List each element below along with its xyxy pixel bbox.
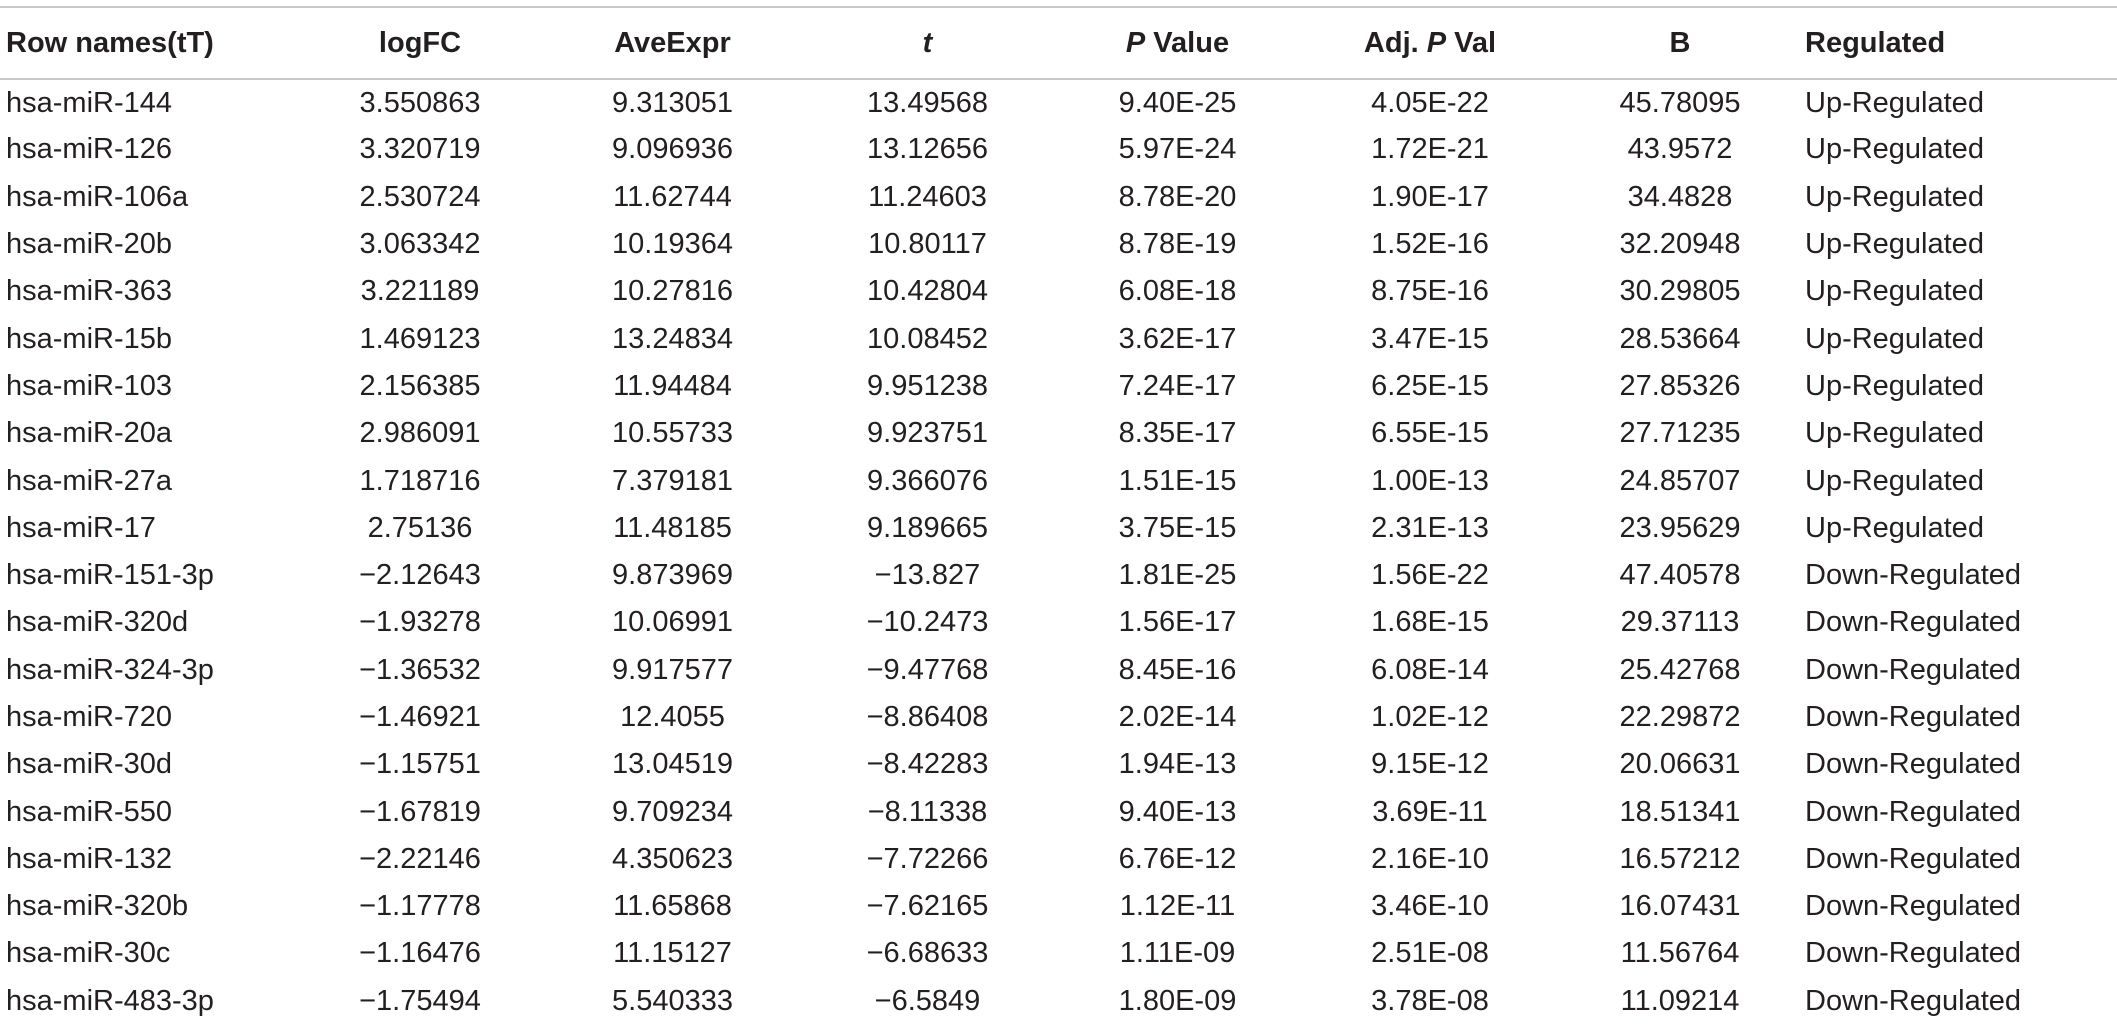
- header-logfc: [300, 7, 540, 79]
- cell-row-names: hsa-miR-550: [6, 795, 172, 828]
- cell-logfc: −1.36532: [359, 653, 481, 686]
- cell-adj-p-val: 1.68E-15: [1371, 606, 1489, 639]
- cell-adj-p-val: 1.90E-17: [1371, 180, 1489, 213]
- cell-regulated: Up-Regulated: [1805, 417, 1984, 450]
- header-row-names: [0, 7, 300, 79]
- cell-row-names: hsa-miR-30d: [6, 748, 172, 781]
- table-row: [0, 741, 2117, 788]
- cell-logfc: 3.550863: [359, 86, 481, 119]
- cell-logfc: 3.221189: [360, 275, 480, 308]
- header-text: Row names(tT): [6, 26, 214, 59]
- cell-row-names: hsa-miR-320d: [6, 606, 189, 639]
- cell-logfc: 2.75136: [367, 511, 473, 544]
- cell-regulated: Down-Regulated: [1805, 984, 2022, 1017]
- cell-logfc: 2.156385: [359, 369, 481, 402]
- cell-row-names: hsa-miR-144: [6, 86, 172, 119]
- cell-aveexpr: 9.709234: [612, 795, 733, 828]
- cell-t: 9.923751: [867, 417, 988, 450]
- cell-regulated: Up-Regulated: [1805, 86, 1984, 119]
- cell-t: 9.366076: [867, 464, 988, 497]
- cell-p-value: 3.75E-15: [1118, 511, 1237, 544]
- cell-aveexpr: 11.15127: [613, 937, 732, 970]
- cell-regulated: Down-Regulated: [1805, 890, 2022, 923]
- cell-b: 20.06631: [1619, 748, 1741, 781]
- table-row: [0, 883, 2117, 930]
- table-body: [0, 79, 2117, 1025]
- cell-p-value: 1.81E-25: [1118, 559, 1237, 592]
- cell-aveexpr: 5.540333: [612, 984, 733, 1017]
- cell-p-value: 5.97E-24: [1118, 133, 1237, 166]
- header-b: [1555, 7, 1805, 79]
- cell-adj-p-val: 3.69E-11: [1372, 795, 1488, 828]
- cell-regulated: Down-Regulated: [1805, 795, 2022, 828]
- header-adj-p-val: [1305, 7, 1555, 79]
- cell-regulated: Down-Regulated: [1805, 559, 2022, 592]
- cell-regulated: Up-Regulated: [1805, 464, 1984, 497]
- cell-row-names: hsa-miR-126: [6, 133, 172, 166]
- cell-t: 13.12656: [867, 133, 988, 166]
- cell-b: 24.85707: [1619, 464, 1741, 497]
- cell-p-value: 8.45E-16: [1118, 653, 1237, 686]
- cell-t: −8.86408: [866, 701, 989, 733]
- cell-p-value: 1.56E-17: [1118, 606, 1237, 639]
- table-row: [0, 363, 2117, 410]
- cell-t: 10.08452: [867, 322, 988, 355]
- cell-aveexpr: 11.48185: [613, 511, 732, 544]
- cell-b: 16.57212: [1619, 842, 1741, 875]
- cell-b: 27.85326: [1619, 369, 1741, 402]
- table-row: [0, 647, 2117, 694]
- cell-regulated: Down-Regulated: [1805, 937, 2022, 970]
- cell-regulated: Down-Regulated: [1805, 748, 2022, 781]
- cell-aveexpr: 4.350623: [612, 842, 733, 875]
- cell-p-value: 2.02E-14: [1118, 701, 1237, 733]
- cell-aveexpr: 12.4055: [620, 701, 725, 733]
- cell-p-value: 3.62E-17: [1118, 322, 1237, 355]
- cell-row-names: hsa-miR-363: [6, 275, 172, 308]
- cell-aveexpr: 9.917577: [612, 653, 733, 686]
- header-text: Regulated: [1805, 26, 1946, 59]
- cell-logfc: −1.75494: [359, 984, 481, 1017]
- cell-adj-p-val: 2.16E-10: [1371, 842, 1489, 875]
- header-aveexpr: [540, 7, 805, 79]
- cell-row-names: hsa-miR-132: [6, 842, 172, 875]
- cell-p-value: 1.12E-11: [1119, 890, 1236, 923]
- cell-aveexpr: 10.06991: [612, 606, 733, 639]
- cell-p-value: 6.76E-12: [1118, 842, 1237, 875]
- cell-regulated: Up-Regulated: [1805, 180, 1984, 213]
- cell-row-names: hsa-miR-320b: [6, 890, 189, 923]
- cell-b: 32.20948: [1619, 228, 1741, 261]
- cell-t: 10.42804: [867, 275, 988, 308]
- cell-aveexpr: 13.24834: [612, 322, 733, 355]
- cell-b: 30.29805: [1619, 275, 1741, 308]
- header-text: logFC: [378, 26, 462, 59]
- cell-regulated: Up-Regulated: [1805, 511, 1984, 544]
- table-row: [0, 221, 2117, 268]
- header-t: [805, 7, 1050, 79]
- cell-adj-p-val: 8.75E-16: [1371, 275, 1489, 308]
- table-row: [0, 126, 2117, 173]
- header-italic-text: t: [922, 26, 933, 59]
- header-text-suffix: Val: [1446, 26, 1497, 59]
- cell-aveexpr: 11.65868: [613, 890, 732, 923]
- cell-row-names: hsa-miR-106a: [6, 180, 189, 213]
- cell-b: 11.56764: [1620, 937, 1740, 970]
- cell-adj-p-val: 1.72E-21: [1371, 133, 1489, 166]
- cell-t: −9.47768: [866, 653, 989, 686]
- header-text: Adj.: [1363, 26, 1427, 59]
- cell-aveexpr: 9.873969: [612, 559, 733, 592]
- cell-logfc: 3.320719: [359, 133, 481, 166]
- cell-b: 11.09214: [1620, 984, 1740, 1017]
- cell-regulated: Down-Regulated: [1805, 653, 2022, 686]
- cell-p-value: 1.94E-13: [1118, 748, 1237, 781]
- cell-regulated: Down-Regulated: [1805, 701, 2022, 733]
- cell-logfc: −1.16476: [359, 937, 481, 970]
- table-row: [0, 599, 2117, 646]
- cell-t: −7.72266: [866, 842, 989, 875]
- cell-t: −8.11338: [867, 795, 988, 828]
- cell-adj-p-val: 1.56E-22: [1371, 559, 1489, 592]
- cell-logfc: −1.46921: [359, 701, 481, 733]
- cell-t: 11.24603: [868, 180, 987, 213]
- cell-t: −6.68633: [866, 937, 989, 970]
- cell-p-value: 7.24E-17: [1118, 369, 1237, 402]
- header-text-suffix: Value: [1145, 26, 1230, 59]
- cell-adj-p-val: 6.55E-15: [1371, 417, 1489, 450]
- cell-aveexpr: 9.313051: [612, 86, 733, 119]
- cell-row-names: hsa-miR-30c: [6, 937, 171, 970]
- cell-adj-p-val: 3.47E-15: [1371, 322, 1489, 355]
- cell-t: −7.62165: [866, 890, 989, 923]
- cell-b: 18.51341: [1619, 795, 1741, 828]
- table-row: [0, 788, 2117, 835]
- cell-p-value: 1.51E-15: [1118, 464, 1237, 497]
- cell-aveexpr: 11.94484: [613, 369, 732, 402]
- cell-p-value: 8.78E-19: [1118, 228, 1237, 261]
- cell-logfc: 3.063342: [359, 228, 481, 261]
- cell-aveexpr: 7.379181: [612, 464, 733, 497]
- cell-p-value: 1.80E-09: [1118, 984, 1237, 1017]
- cell-p-value: 9.40E-13: [1118, 795, 1237, 828]
- header-text: B: [1669, 26, 1691, 59]
- table-row: [0, 174, 2117, 221]
- table-row: [0, 315, 2117, 362]
- cell-p-value: 1.11E-09: [1119, 937, 1236, 970]
- cell-row-names: hsa-miR-15b: [6, 322, 172, 355]
- cell-aveexpr: 11.62744: [613, 180, 732, 213]
- cell-t: 9.951238: [867, 369, 988, 402]
- cell-logfc: 1.718716: [359, 464, 481, 497]
- table-row: [0, 978, 2117, 1025]
- header-italic-text: P: [1125, 26, 1146, 59]
- cell-t: 10.80117: [868, 228, 987, 261]
- table-row: [0, 410, 2117, 457]
- cell-logfc: −1.17778: [359, 890, 481, 923]
- cell-b: 34.4828: [1627, 180, 1733, 213]
- cell-b: 29.37113: [1620, 606, 1740, 639]
- table-row: [0, 268, 2117, 315]
- cell-row-names: hsa-miR-17: [6, 511, 156, 544]
- cell-logfc: 2.986091: [359, 417, 481, 450]
- table-row: [0, 694, 2117, 741]
- cell-t: −6.5849: [874, 984, 981, 1017]
- cell-p-value: 8.35E-17: [1118, 417, 1237, 450]
- cell-t: 13.49568: [867, 86, 988, 119]
- cell-row-names: hsa-miR-483-3p: [6, 984, 214, 1017]
- cell-p-value: 8.78E-20: [1118, 180, 1237, 213]
- cell-b: 23.95629: [1619, 511, 1741, 544]
- table-row: [0, 552, 2117, 599]
- cell-b: 47.40578: [1619, 559, 1741, 592]
- header-italic-text: P: [1426, 26, 1447, 59]
- cell-b: 45.78095: [1619, 86, 1741, 119]
- cell-logfc: −1.93278: [359, 606, 481, 639]
- cell-t: −13.827: [874, 559, 981, 592]
- cell-logfc: 1.469123: [359, 322, 481, 355]
- table-row: [0, 505, 2117, 552]
- cell-adj-p-val: 6.08E-14: [1371, 653, 1489, 686]
- cell-row-names: hsa-miR-27a: [6, 464, 172, 497]
- cell-regulated: Up-Regulated: [1805, 275, 1984, 308]
- cell-aveexpr: 10.55733: [612, 417, 733, 450]
- table-row: [0, 457, 2117, 504]
- cell-b: 43.9572: [1627, 133, 1733, 166]
- cell-logfc: −2.12643: [359, 559, 481, 592]
- cell-regulated: Up-Regulated: [1805, 228, 1984, 261]
- table-row: [0, 930, 2117, 977]
- header-text: AveExpr: [614, 26, 731, 59]
- cell-logfc: −2.22146: [359, 842, 481, 875]
- table-header: [0, 7, 2117, 79]
- mirna-table: [0, 6, 2117, 1025]
- cell-row-names: hsa-miR-720: [6, 701, 172, 733]
- cell-adj-p-val: 1.52E-16: [1371, 228, 1489, 261]
- cell-row-names: hsa-miR-324-3p: [6, 653, 214, 686]
- cell-b: 28.53664: [1619, 322, 1741, 355]
- cell-regulated: Up-Regulated: [1805, 369, 1984, 402]
- cell-b: 16.07431: [1619, 890, 1741, 923]
- cell-aveexpr: 10.27816: [612, 275, 733, 308]
- cell-adj-p-val: 1.00E-13: [1371, 464, 1489, 497]
- cell-t: −10.2473: [866, 606, 989, 639]
- cell-b: 25.42768: [1619, 653, 1741, 686]
- cell-adj-p-val: 3.78E-08: [1371, 984, 1489, 1017]
- cell-row-names: hsa-miR-103: [6, 369, 172, 402]
- table-row: [0, 836, 2117, 883]
- cell-adj-p-val: 1.02E-12: [1371, 701, 1489, 733]
- cell-aveexpr: 13.04519: [612, 748, 733, 781]
- cell-row-names: hsa-miR-20a: [6, 417, 172, 450]
- cell-aveexpr: 9.096936: [612, 133, 733, 166]
- cell-aveexpr: 10.19364: [612, 228, 733, 261]
- cell-regulated: Down-Regulated: [1805, 606, 2022, 639]
- cell-logfc: −1.15751: [359, 748, 481, 781]
- cell-t: −8.42283: [866, 748, 989, 781]
- cell-logfc: 2.530724: [359, 180, 481, 213]
- cell-adj-p-val: 2.31E-13: [1371, 511, 1489, 544]
- cell-b: 27.71235: [1619, 417, 1741, 450]
- cell-regulated: Down-Regulated: [1805, 842, 2022, 875]
- cell-p-value: 6.08E-18: [1118, 275, 1237, 308]
- cell-p-value: 9.40E-25: [1118, 86, 1237, 119]
- cell-row-names: hsa-miR-151-3p: [6, 559, 214, 592]
- cell-adj-p-val: 6.25E-15: [1371, 369, 1489, 402]
- cell-adj-p-val: 2.51E-08: [1371, 937, 1489, 970]
- header-p-value: [1050, 7, 1305, 79]
- table-row: [0, 79, 2117, 126]
- cell-regulated: Up-Regulated: [1805, 133, 1984, 166]
- header-row: [0, 7, 2117, 79]
- cell-row-names: hsa-miR-20b: [6, 228, 172, 261]
- cell-t: 9.189665: [867, 511, 988, 544]
- cell-adj-p-val: 3.46E-10: [1371, 890, 1489, 923]
- cell-logfc: −1.67819: [359, 795, 481, 828]
- header-regulated: [1805, 7, 2117, 79]
- cell-b: 22.29872: [1619, 701, 1741, 733]
- cell-adj-p-val: 4.05E-22: [1371, 86, 1489, 119]
- cell-adj-p-val: 9.15E-12: [1371, 748, 1489, 781]
- cell-regulated: Up-Regulated: [1805, 322, 1984, 355]
